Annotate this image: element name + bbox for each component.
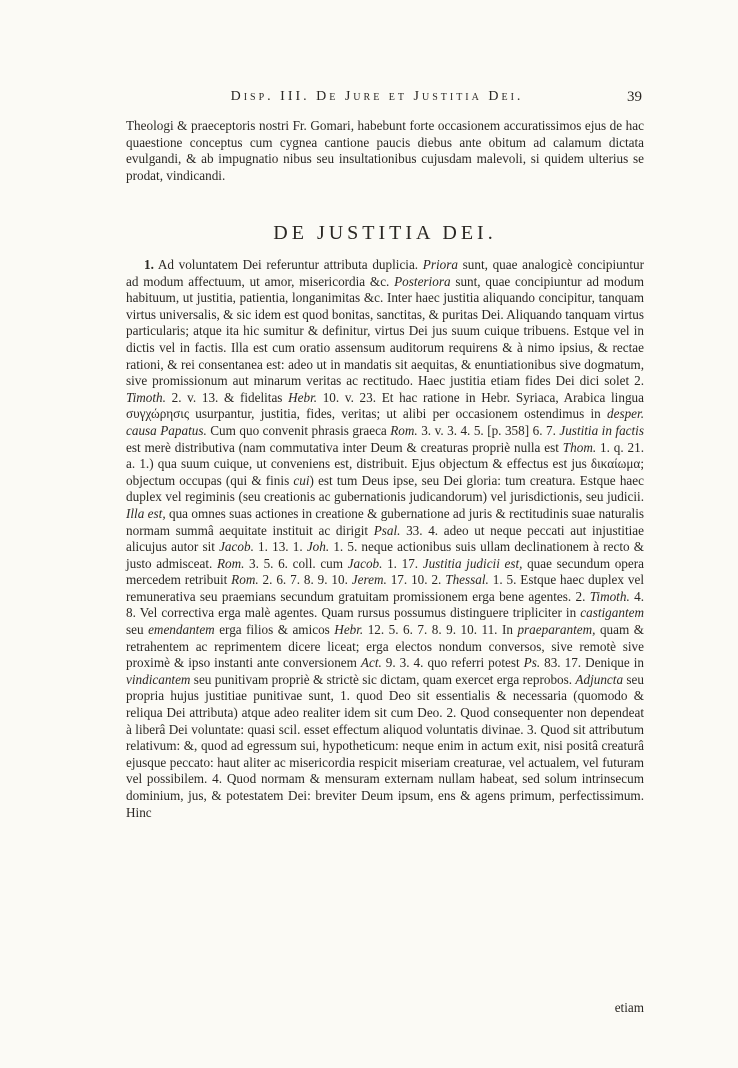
text-run: Cum quo convenit phrasis graeca [206, 422, 391, 438]
text-run: 4. 8. Vel correctiva erga malè agentes. Quam rursus possumus distinguere tripliciter in [126, 588, 645, 621]
italic-run: Thessal. [445, 572, 489, 588]
italic-run: Posteriora [394, 273, 451, 289]
text-run: quam & retrahentem ac reprimentem dicere liceat; erga electos nondum conversos, sive remotè sive proximè & ipso instanti ante conversionem [126, 622, 644, 671]
italic-run: Timoth. [126, 389, 166, 405]
italic-run: Jacob. [347, 555, 383, 571]
italic-run: castigantem [580, 605, 644, 621]
text-run: Ad voluntatem Dei referuntur attributa duplicia. [153, 257, 423, 272]
text-run: 12. 5. 6. 7. 8. 9. 10. 11. In [363, 622, 518, 638]
paragraph-1-body [126, 257, 644, 820]
italic-run: cui [293, 472, 310, 488]
text-run: 1. 5. Estque haec duplex vel remunerativa seu praemians secundum gratuitam promissionem erga bene agentes. 2. [126, 572, 644, 604]
text-run: seu propria hujus justitiae punitivae sunt, 1. quod Deo sit essentialis & necessaria (quomodo & reliqua Dei attributa) atque adeo realiter idem sit cum Deo. 2. Quod consequenter non dependeat à liberâ Dei voluntate: quasi scil. esset effectum aliquod voluntatis divinae. 3. Quod sit attributum relativum: &, quod ad egressum sui, hypotheticum: neque enim in actum exit, nisi positâ creaturâ ejusque peccato: haut aliter ac misericordia respicit miseriam creaturae, vel actualem, vel futuram vel possibilem. 4. Quod normam & mensuram externam nullam habeat, sed solum intrinsecum dominium, jus, & potestatem Dei: breviter Deum ipsum, ens & agens primum, perfectissimum. Hinc [126, 671, 644, 820]
italic-run: Joh. [306, 539, 330, 555]
italic-run: praeparantem, [517, 622, 596, 638]
text-run: 17. 10. 2. [386, 572, 446, 588]
italic-run: Jacob. [219, 539, 254, 555]
section-title: DE JUSTITIA DEI. [273, 222, 497, 244]
text-run: sunt, quae analogicè concipiuntur ad modum affectuum, ut amor, misericordia &c. [126, 257, 644, 289]
italic-run: Thom. [562, 439, 597, 455]
text-run: ) est tum Deus ipse, seu Dei gloria: tum creatura. Estque haec duplex vel regiminis (seu creationis ac gubernationis judicandorum) vel jurisdictionis, seu judicii. [126, 472, 644, 505]
italic-run: Rom. [390, 422, 418, 438]
text-run: 3. v. 3. 4. 5. [p. 358] 6. 7. [417, 422, 560, 438]
italic-run: Timoth. [589, 588, 630, 604]
text-run: 3. 5. 6. coll. cum [244, 555, 348, 571]
italic-run: Priora [422, 257, 458, 272]
text-run: seu punitivam propriè & strictè sic dictam, quam exercet erga reprobos. [190, 671, 576, 687]
running-head [126, 89, 644, 109]
text-run: 1. 13. 1. [253, 539, 307, 555]
intro-paragraph [126, 118, 644, 184]
italic-run: Justitia in factis [559, 422, 644, 438]
text-run: erga filios & amicos [214, 622, 335, 638]
text-run: 1. 5. neque actionibus suis ullam declinationem à recto & justo admisceat. [126, 539, 645, 571]
text-run: est merè distributiva (nam commutativa inter Deum & creaturas propriè nulla est [126, 439, 563, 455]
text-run: 33. 4. adeo ut neque peccati aut injustitiae alicujus autor sit [126, 522, 644, 555]
italic-run: Psal. [373, 522, 401, 538]
page-number: 39 [627, 89, 642, 105]
text-run: 9. 3. 4. quo referri potest [381, 655, 524, 671]
intro-paragraph-text: Theologi & praeceptoris nostri Fr. Gomari, habebunt forte occasionem accuratissimos ejus de hac quaestione conceptus cum cygnea cantione paucis diebus ante obitum ad calamum dictata evulgandi, & ab impugnatio nibus seu insultationibus cujusdam malevoli, si quidem ulterius se prodat, vindicandi. [126, 118, 644, 183]
italic-run: Hebr. [334, 622, 364, 638]
italic-run: Rom. [231, 572, 259, 588]
paragraph-1 [126, 257, 644, 821]
text-run: 2. v. 13. & fidelitas [165, 389, 289, 405]
italic-run: Justitia judicii est, [422, 555, 523, 571]
italic-run: Hebr. [288, 389, 318, 405]
italic-run: vindicantem [126, 671, 191, 687]
running-title: Disp. III. De Jure et Justitia Dei. [230, 89, 524, 104]
text-run: 1. 17. [382, 555, 423, 571]
italic-run: emendantem [148, 622, 215, 638]
italic-run: desper. causa Papatus. [126, 406, 644, 438]
italic-run: Ps. [523, 655, 541, 671]
text-run: 10. v. 23. Et hac ratione in Hebr. Syriaca, Arabica lingua συγχώρησις usurpantur, justitia, fides, veritas; ut alibi per occasionem ostendimus in [126, 389, 644, 422]
text-run: 83. 17. Denique in [540, 655, 644, 671]
text-run: sunt, quae concipiuntur ad modum habituum, ut justitia, patientia, longanimitas &c. Inter haec justitia aliquando concipitur, tanquam virtus universalis, & sic idem est quod bonitas, sanctitas, & puritas Dei. Aliquando tanquam virtus particularis; atque ita hic sumitur & definitur, virtus Dei jus suum cuique tribuens. Estque vel in dictis vel in factis. Illa est cum oratio assensum auditorum requirens & à nimo ipsius, & rectae rationi, & rei consentanea est: adeo ut in mandatis sit aequitas, & enuntiationibus sive dogmatum, sive promissionum aut minarum veritas ac rectitudo. Haec justitia etiam fides Dei dici solet 2. [126, 273, 644, 389]
italic-run: Illa est, [126, 505, 166, 521]
paragraph-number: 1. [144, 257, 154, 272]
text-run: qua omnes suas actiones in creatione & gubernatione ad juris & rectitudinis suae naturalis normam summâ aequitate instituit ac dirigit [126, 505, 645, 538]
italic-run: Rom. [216, 555, 245, 571]
text-run: 2. 6. 7. 8. 9. 10. [258, 572, 352, 588]
italic-run: Adjuncta [575, 671, 624, 687]
text-run: 1. q. 21. a. 1.) qua suum cuique, ut conveniens est, distribuit. Ejus objectum & effectus est jus δικαίωμα; objectum occupas (qui & finis [126, 439, 645, 488]
catchword: etiam [614, 1000, 644, 1015]
italic-run: Act. [360, 655, 382, 671]
italic-run: Jerem. [351, 572, 387, 588]
text-run: seu [126, 622, 149, 638]
text-run: quae secundum opera mercedem retribuit [126, 555, 644, 588]
